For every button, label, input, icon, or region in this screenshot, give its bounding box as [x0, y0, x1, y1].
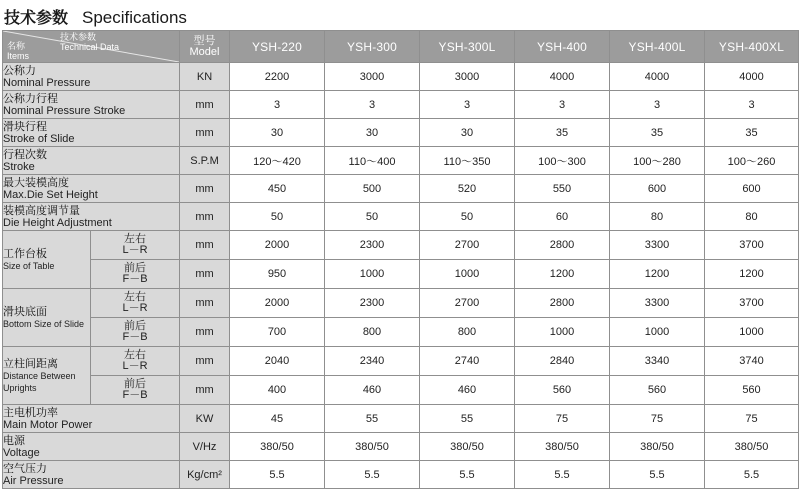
model-ysh-220: YSH-220	[230, 31, 325, 63]
sub-dimension-en: F－B	[122, 389, 148, 401]
sub-dimension-en: L－R	[122, 360, 148, 372]
value-cell: 1200	[705, 260, 799, 289]
value-cell: 520	[420, 175, 515, 203]
value-cell: 2200	[230, 63, 325, 91]
param-name-cn: 最大装模高度	[3, 176, 69, 189]
param-name-en: Nominal Pressure Stroke	[3, 104, 126, 117]
value-cell: 3700	[705, 231, 799, 260]
param-name-cn: 行程次数	[3, 148, 47, 161]
value-cell: 1000	[420, 260, 515, 289]
sub-dimension-cn: 前后	[124, 262, 146, 274]
value-cell: 80	[705, 203, 799, 231]
value-cell: 45	[230, 405, 325, 433]
unit-cell: mm	[180, 91, 230, 119]
value-cell: 100～280	[610, 147, 705, 175]
model-ysh-400xl: YSH-400XL	[705, 31, 799, 63]
unit-cell: mm	[180, 347, 230, 376]
value-cell: 3	[705, 91, 799, 119]
param-name-en: Size of Table	[3, 260, 55, 271]
items-label	[7, 41, 29, 61]
param-name-en: Distance Between Uprights	[3, 370, 76, 393]
param-name-cn: 滑块底面	[3, 305, 47, 318]
unit-cell: mm	[180, 203, 230, 231]
sub-dimension-en: L－R	[122, 244, 148, 256]
value-cell: 55	[420, 405, 515, 433]
value-cell: 30	[420, 119, 515, 147]
value-cell: 1000	[515, 318, 610, 347]
model-header-cell	[180, 31, 230, 63]
tech-data-label	[60, 32, 119, 52]
header-corner-cell	[3, 31, 180, 63]
value-cell: 4000	[515, 63, 610, 91]
param-name-cn: 装模高度调节量	[3, 204, 80, 217]
unit-cell: mm	[180, 175, 230, 203]
value-cell: 3000	[420, 63, 515, 91]
param-name-cn: 立柱间距离	[3, 357, 58, 370]
value-cell: 3	[610, 91, 705, 119]
title-en: Specifications	[82, 8, 187, 27]
spec-row	[3, 147, 799, 175]
spec-row	[3, 63, 799, 91]
value-cell: 3340	[610, 347, 705, 376]
value-cell: 2040	[230, 347, 325, 376]
value-cell: 2300	[325, 231, 420, 260]
param-name-cell	[3, 405, 180, 433]
param-name-cn: 工作台板	[3, 247, 47, 260]
value-cell: 600	[610, 175, 705, 203]
param-name-cn: 空气压力	[3, 462, 47, 475]
unit-cell: Kg/cm²	[180, 461, 230, 489]
param-name-en: Nominal Pressure	[3, 76, 91, 89]
unit-cell: mm	[180, 119, 230, 147]
spec-group-row	[3, 231, 799, 260]
param-name-cell	[3, 231, 91, 289]
value-cell: 55	[325, 405, 420, 433]
unit-cell: mm	[180, 318, 230, 347]
model-cn: 型号	[193, 34, 216, 47]
param-name-cn: 滑块行程	[3, 120, 47, 133]
sub-dimension-cell	[91, 347, 180, 376]
sub-dimension-cell	[91, 376, 180, 405]
sub-dimension-cell	[91, 231, 180, 260]
value-cell: 75	[705, 405, 799, 433]
unit-cell: mm	[180, 260, 230, 289]
param-name-en: Stroke of Slide	[3, 132, 75, 145]
param-name-cell	[3, 347, 91, 405]
param-name-en: Air Pressure	[3, 474, 64, 487]
sub-dimension-cell	[91, 318, 180, 347]
value-cell: 1000	[325, 260, 420, 289]
unit-cell: mm	[180, 376, 230, 405]
param-name-cn: 电源	[3, 434, 25, 447]
value-cell: 50	[230, 203, 325, 231]
value-cell: 1000	[705, 318, 799, 347]
sub-dimension-cn: 前后	[124, 378, 146, 390]
sub-dimension-cell	[91, 289, 180, 318]
param-name-en: Main Motor Power	[3, 418, 93, 431]
unit-cell: mm	[180, 231, 230, 260]
value-cell: 460	[325, 376, 420, 405]
value-cell: 380/50	[610, 433, 705, 461]
page-title	[4, 5, 187, 27]
spec-row	[3, 175, 799, 203]
value-cell: 2700	[420, 231, 515, 260]
unit-cell: KN	[180, 63, 230, 91]
value-cell: 3300	[610, 231, 705, 260]
spec-row	[3, 119, 799, 147]
items-en: Items	[7, 51, 30, 61]
value-cell: 1000	[610, 318, 705, 347]
value-cell: 450	[230, 175, 325, 203]
param-name-cell	[3, 147, 180, 175]
value-cell: 800	[325, 318, 420, 347]
tech-data-en: Technical Data	[59, 42, 119, 52]
value-cell: 3000	[325, 63, 420, 91]
value-cell: 100～260	[705, 147, 799, 175]
model-en: Model	[189, 45, 220, 58]
model-ysh-400: YSH-400	[515, 31, 610, 63]
spec-group-row	[3, 289, 799, 318]
title-cn: 技术参数	[4, 10, 69, 27]
param-name-cell	[3, 175, 180, 203]
value-cell: 2000	[230, 289, 325, 318]
value-cell: 120～420	[230, 147, 325, 175]
unit-cell: KW	[180, 405, 230, 433]
value-cell: 2840	[515, 347, 610, 376]
value-cell: 3	[325, 91, 420, 119]
param-name-cell	[3, 91, 180, 119]
items-cn: 名称	[7, 41, 26, 51]
value-cell: 3	[515, 91, 610, 119]
param-name-cell	[3, 461, 180, 489]
value-cell: 35	[705, 119, 799, 147]
value-cell: 80	[610, 203, 705, 231]
value-cell: 380/50	[325, 433, 420, 461]
value-cell: 560	[705, 376, 799, 405]
spec-row	[3, 203, 799, 231]
param-name-en: Voltage	[3, 446, 40, 459]
header-row	[3, 31, 799, 63]
value-cell: 35	[515, 119, 610, 147]
value-cell: 380/50	[515, 433, 610, 461]
value-cell: 560	[515, 376, 610, 405]
param-name-cn: 公称力行程	[3, 92, 58, 105]
sub-dimension-en: L－R	[122, 302, 148, 314]
spec-table-body	[3, 31, 799, 489]
value-cell: 30	[325, 119, 420, 147]
sub-dimension-cell	[91, 260, 180, 289]
value-cell: 2700	[420, 289, 515, 318]
value-cell: 400	[230, 376, 325, 405]
sub-dimension-cn: 左右	[124, 233, 146, 245]
value-cell: 5.5	[230, 461, 325, 489]
value-cell: 3	[420, 91, 515, 119]
param-name-cell	[3, 119, 180, 147]
value-cell: 2800	[515, 289, 610, 318]
value-cell: 2000	[230, 231, 325, 260]
spec-row	[3, 461, 799, 489]
sub-dimension-cn: 左右	[124, 291, 146, 303]
value-cell: 500	[325, 175, 420, 203]
value-cell: 5.5	[515, 461, 610, 489]
value-cell: 110～350	[420, 147, 515, 175]
unit-cell: mm	[180, 289, 230, 318]
value-cell: 3700	[705, 289, 799, 318]
value-cell: 75	[610, 405, 705, 433]
value-cell: 75	[515, 405, 610, 433]
value-cell: 50	[325, 203, 420, 231]
value-cell: 800	[420, 318, 515, 347]
value-cell: 380/50	[705, 433, 799, 461]
value-cell: 700	[230, 318, 325, 347]
value-cell: 3	[230, 91, 325, 119]
param-name-en: Max.Die Set Height	[3, 188, 98, 201]
value-cell: 100～300	[515, 147, 610, 175]
param-name-en: Stroke	[3, 160, 35, 173]
value-cell: 3740	[705, 347, 799, 376]
unit-cell: S.P.M	[180, 147, 230, 175]
value-cell: 50	[420, 203, 515, 231]
param-name-cn: 公称力	[3, 64, 36, 77]
sub-dimension-en: F－B	[122, 331, 148, 343]
sub-dimension-en: F－B	[122, 273, 148, 285]
param-name-cell	[3, 203, 180, 231]
model-ysh-400l: YSH-400L	[610, 31, 705, 63]
value-cell: 35	[610, 119, 705, 147]
value-cell: 30	[230, 119, 325, 147]
param-name-cn: 主电机功率	[3, 406, 58, 419]
value-cell: 380/50	[420, 433, 515, 461]
value-cell: 4000	[705, 63, 799, 91]
spec-group-row	[3, 376, 799, 405]
value-cell: 3300	[610, 289, 705, 318]
value-cell: 5.5	[705, 461, 799, 489]
sub-dimension-cn: 左右	[124, 349, 146, 361]
tech-data-cn: 技术参数	[59, 32, 96, 42]
value-cell: 2740	[420, 347, 515, 376]
param-name-cell	[3, 433, 180, 461]
value-cell: 5.5	[420, 461, 515, 489]
model-ysh-300: YSH-300	[325, 31, 420, 63]
unit-cell: V/Hz	[180, 433, 230, 461]
spec-group-row	[3, 260, 799, 289]
spec-row	[3, 433, 799, 461]
spec-row	[3, 405, 799, 433]
value-cell: 110～400	[325, 147, 420, 175]
value-cell: 1200	[610, 260, 705, 289]
value-cell: 2800	[515, 231, 610, 260]
value-cell: 560	[610, 376, 705, 405]
value-cell: 600	[705, 175, 799, 203]
value-cell: 2300	[325, 289, 420, 318]
value-cell: 460	[420, 376, 515, 405]
spec-group-row	[3, 347, 799, 376]
param-name-cell	[3, 63, 180, 91]
value-cell: 5.5	[325, 461, 420, 489]
value-cell: 60	[515, 203, 610, 231]
value-cell: 4000	[610, 63, 705, 91]
value-cell: 950	[230, 260, 325, 289]
param-name-en: Die Height Adjustment	[3, 216, 112, 229]
param-name-en: Bottom Size of Slide	[3, 318, 85, 329]
value-cell: 550	[515, 175, 610, 203]
value-cell: 5.5	[610, 461, 705, 489]
spec-row	[3, 91, 799, 119]
value-cell: 1200	[515, 260, 610, 289]
sub-dimension-cn: 前后	[124, 320, 146, 332]
model-ysh-300l: YSH-300L	[420, 31, 515, 63]
spec-table	[2, 30, 799, 489]
value-cell: 380/50	[230, 433, 325, 461]
spec-group-row	[3, 318, 799, 347]
param-name-cell	[3, 289, 91, 347]
value-cell: 2340	[325, 347, 420, 376]
